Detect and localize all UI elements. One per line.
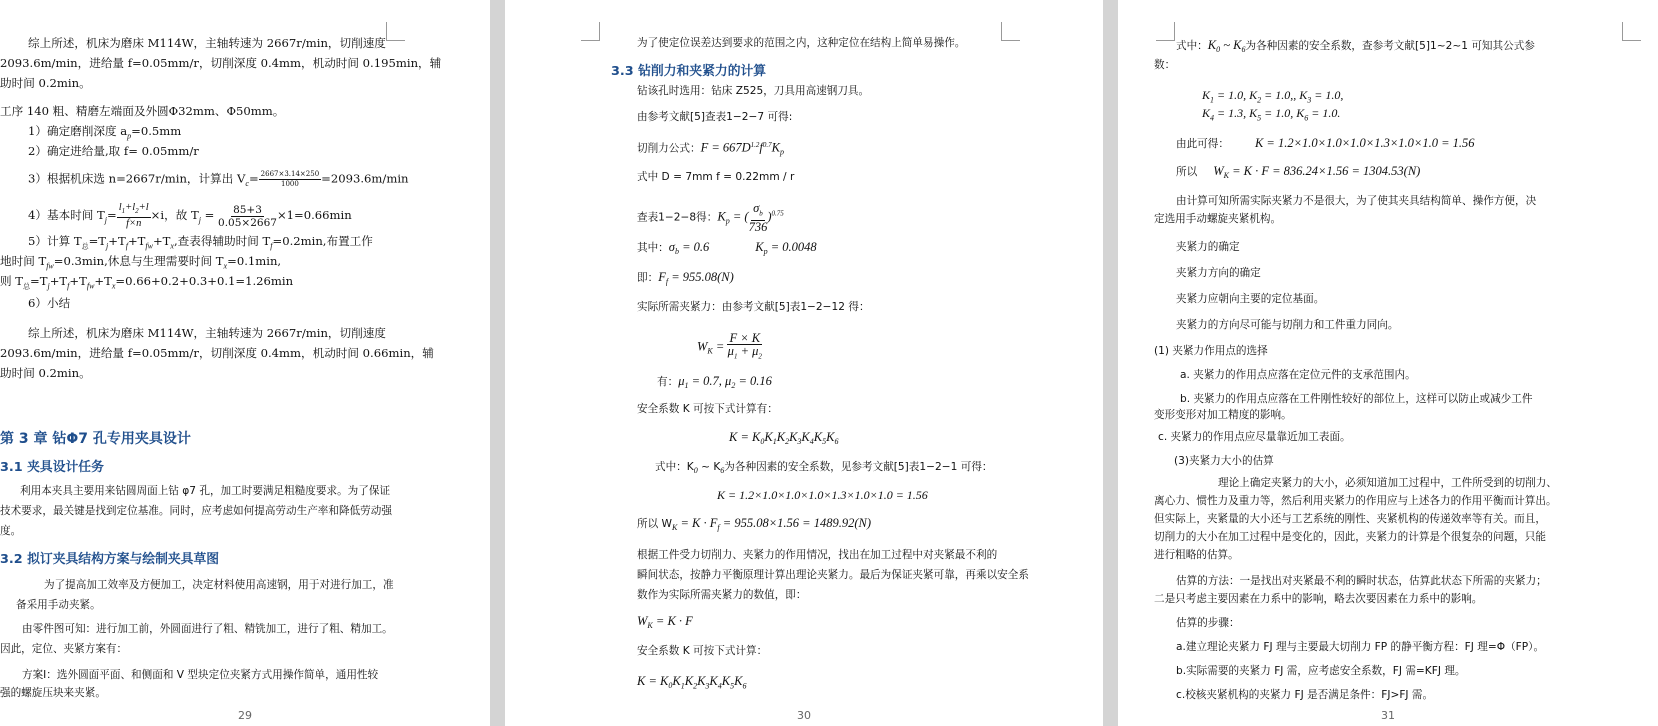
chapter-heading: 第 3 章 钻Φ7 孔专用夹具设计 [0, 431, 191, 447]
formula-label: 所以 [1176, 166, 1198, 178]
formula-line: 式中 D = 7mm f = 0.22mm / r [637, 171, 795, 183]
denominator: + μ [737, 344, 759, 358]
page-30 [505, 0, 1103, 726]
list-heading: (3)夹紧力大小的估算 [1174, 455, 1274, 467]
paragraph-line: 估算的方法：一是找出对夹紧最不利的瞬时状态，估算此状态下所需的夹紧力； [1176, 575, 1547, 587]
formula-text: K [826, 430, 835, 444]
list-item: a.建立理论夹紧力 FJ 理与主要最大切削力 FP 的静平衡方程：FJ 理=Φ（FP）。 [1176, 641, 1545, 653]
paragraph-line: 夹紧力的方向尽可能与切削力和工件重力同向。 [1176, 319, 1399, 331]
paragraph-line: 定选用手动螺旋夹紧机构。 [1154, 213, 1282, 225]
list-item: b. 夹紧力的作用点应落在工件刚性较好的部位上，这样可以防止或减少工件 [1180, 393, 1533, 405]
formula-label: 切削力公式： [637, 142, 701, 155]
paragraph-line: 瞬间状态，按静力平衡原理计算出理论夹紧力。最后为保证夹紧可靠，再乘以安全系 [637, 569, 1029, 581]
formula-text: W [637, 614, 648, 628]
formula-label: 所以 W [637, 518, 673, 530]
formula-text: = K · F [677, 516, 718, 530]
formula-line: 有：$\mu_1 = 0.7$, $\mu_2 = 0.16$ [657, 374, 772, 391]
formula-text: K [801, 430, 810, 444]
formula-text: μ [678, 374, 685, 388]
section-heading: 3.1 夹具设计任务 [0, 460, 104, 475]
formula-label: 有： [657, 376, 679, 388]
step-text: =2093.6m/min [321, 171, 409, 186]
page-number: 30 [797, 709, 811, 722]
paragraph-line: 助时间 0.2min。 [0, 76, 91, 90]
formula-text: = 0.16 [735, 374, 772, 388]
formula-text: = 955.08(N) [668, 270, 734, 284]
list-item: 变形变形对加工精度的影响。 [1154, 409, 1292, 421]
step-text: +T [108, 234, 126, 248]
formula-line: 所以 $W_K = K \cdot F = 836.24\times 1.56 = 1304.53(N)$ [1176, 164, 1421, 181]
step-text: 5）计算 T [28, 234, 82, 248]
paragraph-line: 因此，定位、夹紧方案有： [0, 643, 128, 655]
step-text: =0.3min,休息与生理需要时间 T [53, 254, 224, 268]
formula-line: $K_1 = 1.0$, $K_2 = 1.0$,, $K_3 = 1.0$, [1202, 88, 1344, 105]
formula-label: 式中：K [655, 461, 694, 473]
page-29 [0, 0, 490, 726]
formula-text: = 1.0. [1308, 106, 1341, 120]
step-text: =0.5mm [131, 124, 182, 138]
paragraph-line: 安全系数 K 可按下式计算： [637, 645, 768, 657]
formula-text: = 1.0,, K [1261, 88, 1308, 102]
crop-mark [1156, 22, 1175, 41]
list-item: c. 夹紧力的作用点应尽量靠近加工表面。 [1158, 431, 1351, 443]
step-text: 1）确定磨削深度 a [28, 124, 128, 138]
paragraph-line: 离心力、惯性力及重力等，然后利用夹紧力的作用应与上述各力的作用平衡而计算出。 [1154, 495, 1557, 507]
formula-label: 由此可得： [1176, 138, 1229, 150]
step-text: 地时间 T [0, 254, 47, 268]
formula-text: = 955.08×1.56 = 1489.92(N) [719, 516, 871, 530]
paragraph-line: 方案Ⅰ：选外圆面平面、和侧面和 V 型块定位夹紧方式用操作简单，通用性较 [22, 669, 379, 681]
formula-text: = K · F [652, 614, 693, 628]
paragraph-line: 由零件图可知：进行加工前，外圆面进行了粗、精铣加工，进行了粗、精加工。 [22, 623, 393, 635]
formula-line: K = 1.2×1.0×1.0×1.0×1.3×1.0×1.0 = 1.56 [717, 488, 928, 502]
formula-text: = 1.0, K [1214, 88, 1258, 102]
paragraph-line: 数： [1154, 59, 1176, 71]
numerator: F × K [729, 331, 761, 345]
step-line: 4）基本时间 $T_j=$ $\frac{l_1+l_2+l}{f\times n}$ ×i，故 $T_j$ = $\frac{85+3}{0.05\times 2667}$ ×1=0.66min [28, 202, 352, 230]
list-item: b.实际需要的夹紧力 FJ 需，应考虑安全系数，FJ 需=KFJ 理。 [1176, 665, 1466, 677]
formula-line: 所以 $W_K = K \cdot F_f = 955.08\times 1.56 = 1489.92(N)$ [637, 516, 871, 533]
formula-text: K [1202, 88, 1211, 102]
denominator: 1000 [280, 180, 299, 188]
paragraph-line: 为了使定位误差达到要求的范围之内，这种定位在结构上简单易操作。 [637, 37, 966, 49]
paragraph-line: 利用本夹具主要用来钻圆周面上钻 φ7 孔，加工时要满足粗糙度要求。为了保证 [20, 485, 391, 497]
paragraph-line: 但实际上，夹紧量的大小还与工艺系统的刚性、夹紧机构的传递效率等有关。而且， [1154, 513, 1546, 525]
crop-mark [581, 22, 600, 41]
formula-text: W [1213, 164, 1224, 178]
numerator: l [145, 202, 149, 213]
paragraph-line: 助时间 0.2min。 [0, 366, 91, 380]
formula-text: W [697, 339, 708, 354]
formula-text: = K · F = 836.24×1.56 = 1304.53(N) [1228, 164, 1421, 178]
numerator: σ [753, 201, 760, 215]
formula-text: K = 1.2×1.0×1.0×1.0×1.3×1.0×1.0 = 1.56 [1254, 136, 1475, 150]
formula-text: K [764, 430, 773, 444]
paragraph-line: 实际所需夹紧力：由参考文献[5]表1−2−12 得： [637, 301, 870, 313]
step-text: =0.66+0.2+0.3+0.1=1.26min [115, 274, 294, 288]
formula-text: = [712, 339, 728, 354]
paragraph-line: 由参考文献[5]查表1−2−7 可得: [637, 111, 793, 123]
formula-line: 查表1−2−8得：$K_p$ = ( $\frac{\sigma_b}{736}$ )$^{0.75}$ [637, 201, 784, 234]
step-text: =T [88, 234, 107, 248]
step-line: 则 $T_总=T_j+T_f+T_{fw}+T_x=0.66+0.2+0.3+0.1=1.26\min$ [0, 274, 294, 291]
formula-text: 为各种因素的安全系数，查参考文献[5]1~2~1 可知其公式参 [1245, 40, 1535, 52]
numerator: 85+3 [233, 203, 262, 216]
formula-text: K [813, 430, 823, 444]
paragraph-line: 夹紧力方向的确定 [1176, 267, 1261, 279]
page-number: 31 [1381, 709, 1395, 722]
paragraph-line: 技术要求，最关键是找到定位基准。同时，应考虑如何提高劳动生产率和降低劳动强 [0, 505, 392, 517]
paragraph-line: 由计算可知所需实际夹紧力不是很大，为了使其夹具结构简单、操作方便，决 [1176, 195, 1537, 207]
formula-text: ) [767, 209, 772, 224]
step-text: 3）根据机床选 n=2667r/min，计算出 V [28, 171, 246, 186]
paragraph-line: 估算的步骤： [1176, 617, 1240, 629]
formula-line: 切削力公式：$F = 667D^{1.2}f^{0.7}K_p$ [637, 140, 784, 157]
paragraph-line: 备采用手动夹紧。 [16, 599, 101, 611]
formula-text: K [1207, 38, 1217, 52]
formula-text: F = 667D [700, 140, 751, 155]
section-heading: 3.2 拟订夹具结构方案与绘制夹具草图 [0, 552, 220, 567]
paragraph-line: 钻该孔时选用：钻床 Z525，刀具用高速钢刀具。 [637, 85, 870, 97]
step-line: 3）根据机床选 n=2667r/min，计算出 $V_c=$ $\frac{2667\times 3.14\times 250}{1000}$ =2093.6m/min [28, 170, 409, 188]
formula-text: F [658, 270, 666, 284]
paragraph-line: 夹紧力应朝向主要的定位基面。 [1176, 293, 1325, 305]
step-text: 4）基本时间 T [28, 208, 105, 223]
formula-line: $W_K = K \cdot F$ [637, 614, 693, 631]
paragraph-line: 综上所述，机床为磨床 M114W，主轴转速为 2667r/min，切削速度 [28, 36, 386, 50]
formula-text: = 0.6 [678, 240, 710, 254]
formula-label: 查表1−2−8得： [637, 211, 718, 224]
formula-text: K [755, 240, 764, 254]
paragraph-line: 度。 [0, 525, 22, 537]
formula-text: 为各种因素的安全系数，见参考文献[5]表1−2−1 可得： [724, 461, 993, 473]
paragraph-line: 综上所述，机床为磨床 M114W，主轴转速为 2667r/min，切削速度 [28, 326, 386, 340]
crop-mark [386, 22, 405, 41]
step-text: +T [127, 234, 146, 248]
paragraph-line: 理论上确定夹紧力的大小，必须知道加工过程中，工件所受到的切削力、 [1218, 477, 1557, 489]
paragraph-line: 2093.6m/min，进给量 f=0.05mm/r，切削深度 0.4mm，机动时间 0.66min，辅 [0, 346, 434, 360]
formula-line: $K = K_0K_1K_2K_3K_4K_5K_6$ [729, 430, 839, 447]
paragraph-line: 切削力的大小在加工过程中是变化的，因此，夹紧力的计算是个很复杂的问题，只能 [1154, 531, 1546, 543]
formula-text: K [771, 140, 780, 155]
formula-line: $K_4 = 1.3$, $K_5 = 1.0$, $K_6 = 1.0$. [1202, 106, 1341, 123]
fraction: $\frac{l_1+l_2+l}{f\times n}$ [118, 202, 149, 230]
exponent: 0.75 [771, 209, 784, 218]
step-text: 则 T [0, 274, 24, 288]
paragraph-line: 强的螺旋压块来夹紧。 [0, 687, 106, 699]
paragraph-line: 根据工件受力切削力、夹紧力的作用情况，找出在加工过程中对夹紧最不利的 [637, 549, 998, 561]
formula-text: ~ K [697, 461, 721, 473]
numerator: 2667×3.14×250 [260, 170, 320, 178]
paragraph-line: 夹紧力的确定 [1176, 241, 1240, 253]
formula-line: $K = K_0K_1K_2K_3K_4K_5K_6$ [637, 674, 747, 691]
formula-text: = 1.3, K [1214, 106, 1258, 120]
paragraph-line: 进行粗略的估算。 [1154, 549, 1239, 561]
crop-mark [1001, 22, 1020, 41]
denominator: 0.05×2667 [218, 216, 277, 229]
formula-text: K [1202, 106, 1211, 120]
list-item: c.校核夹紧机构的夹紧力 FJ 是否满足条件：FJ>FJ 需。 [1176, 689, 1434, 701]
formula-text: ~ K [1220, 38, 1242, 52]
list-item: a. 夹紧力的作用点应落在定位元件的支承范围内。 [1180, 369, 1416, 381]
paragraph-line: 2093.6m/min，进给量 f=0.05mm/r，切削深度 0.4mm，机动时间 0.195min，辅 [0, 56, 442, 70]
formula-line: 即：$F_f = 955.08(N)$ [637, 270, 734, 287]
step-text: ,查表得辅助时间 T [173, 234, 271, 248]
formula-text: σ [668, 240, 675, 254]
formula-text: = 1.0, [1311, 88, 1344, 102]
formula-text: K = K [729, 430, 761, 444]
step-line: 5）计算 $T_总=T_j+T_f+T_{fw}+T_x$,查表得辅助时间 $T_f=0.2\min$,布置工作 [28, 234, 373, 251]
formula-label: 即： [637, 272, 659, 284]
denominator: 736 [748, 219, 768, 234]
paragraph-line: 为了提高加工效率及方便加工，决定材料使用高速钢，用于对进行加工，准 [44, 579, 394, 591]
step-line: 6）小结 [28, 296, 71, 310]
formula-text: = 0.7, μ [688, 374, 732, 388]
page-31 [1118, 0, 1658, 726]
fraction [259, 170, 322, 189]
step-text: ×1=0.66min [276, 208, 352, 223]
formula-text: = 0.0048 [767, 240, 817, 254]
list-heading: (1) 夹紧力作用点的选择 [1154, 345, 1268, 357]
formula-label: 式中： [1176, 40, 1208, 52]
formula-text: = ( [729, 209, 749, 224]
step-text: =0.2min,布置工作 [272, 234, 373, 248]
formula-text: K [776, 430, 786, 444]
formula-text: f [759, 140, 763, 155]
process-heading: 工序 140 粗、精磨左端面及外圆Φ32mm、Φ50mm。 [0, 104, 285, 118]
formula-text: K [789, 430, 798, 444]
formula-text: = 1.0, K [1261, 106, 1305, 120]
page-number: 29 [238, 709, 252, 722]
formula-line: $W_K$ = $\frac{F \times K}{\mu_1 + \mu_2}$ [697, 331, 762, 361]
step-line: 地时间 $T_{fw}=0.3\min$,休息与生理需要时间 $T_x=0.1\min$, [0, 254, 282, 271]
step-text: =0.1min, [227, 254, 282, 268]
step-text: ×i，故 T [150, 208, 199, 223]
formula-line: 式中：$K_0$ ~ $K_6$为各种因素的安全系数，见参考文献[5]表1−2−1 可得： [655, 461, 993, 476]
step-line: 2）确定进给量,取 f= 0.05mm/r [28, 144, 199, 158]
formula-line: 式中：$K_0$ ~ $K_6$为各种因素的安全系数，查参考文献[5]1~2~1 可知其公式参 [1176, 38, 1535, 55]
formula-label: 其中： [637, 242, 669, 254]
paragraph-line: 安全系数 K 可按下式计算有： [637, 403, 778, 415]
fraction [218, 204, 277, 229]
crop-mark [1622, 22, 1641, 41]
step-text: +T [152, 234, 171, 248]
formula-text: K = K [637, 674, 669, 688]
fraction: $\frac{\sigma_b}{736}$ [748, 201, 768, 234]
formula-line [1176, 136, 1475, 152]
denominator: μ [727, 344, 734, 358]
paragraph-line: 数作为实际所需夹紧力的数值，即： [637, 589, 807, 601]
formula-text: K [717, 209, 726, 224]
denominator: f×n [126, 218, 142, 230]
paragraph-line: 二是只考虑主要因素在力系中的影响，略去次要因素在力系中的影响。 [1154, 593, 1483, 605]
fraction: $\frac{F \times K}{\mu_1 + \mu_2}$ [727, 331, 762, 361]
section-heading: 3.3 钻削力和夹紧力的计算 [611, 64, 767, 79]
step-line: 1）确定磨削深度 $a_p=0.5mm$ [28, 124, 182, 141]
formula-line: 其中：$\sigma_b = 0.6$ $K_p = 0.0048$ [637, 240, 817, 257]
